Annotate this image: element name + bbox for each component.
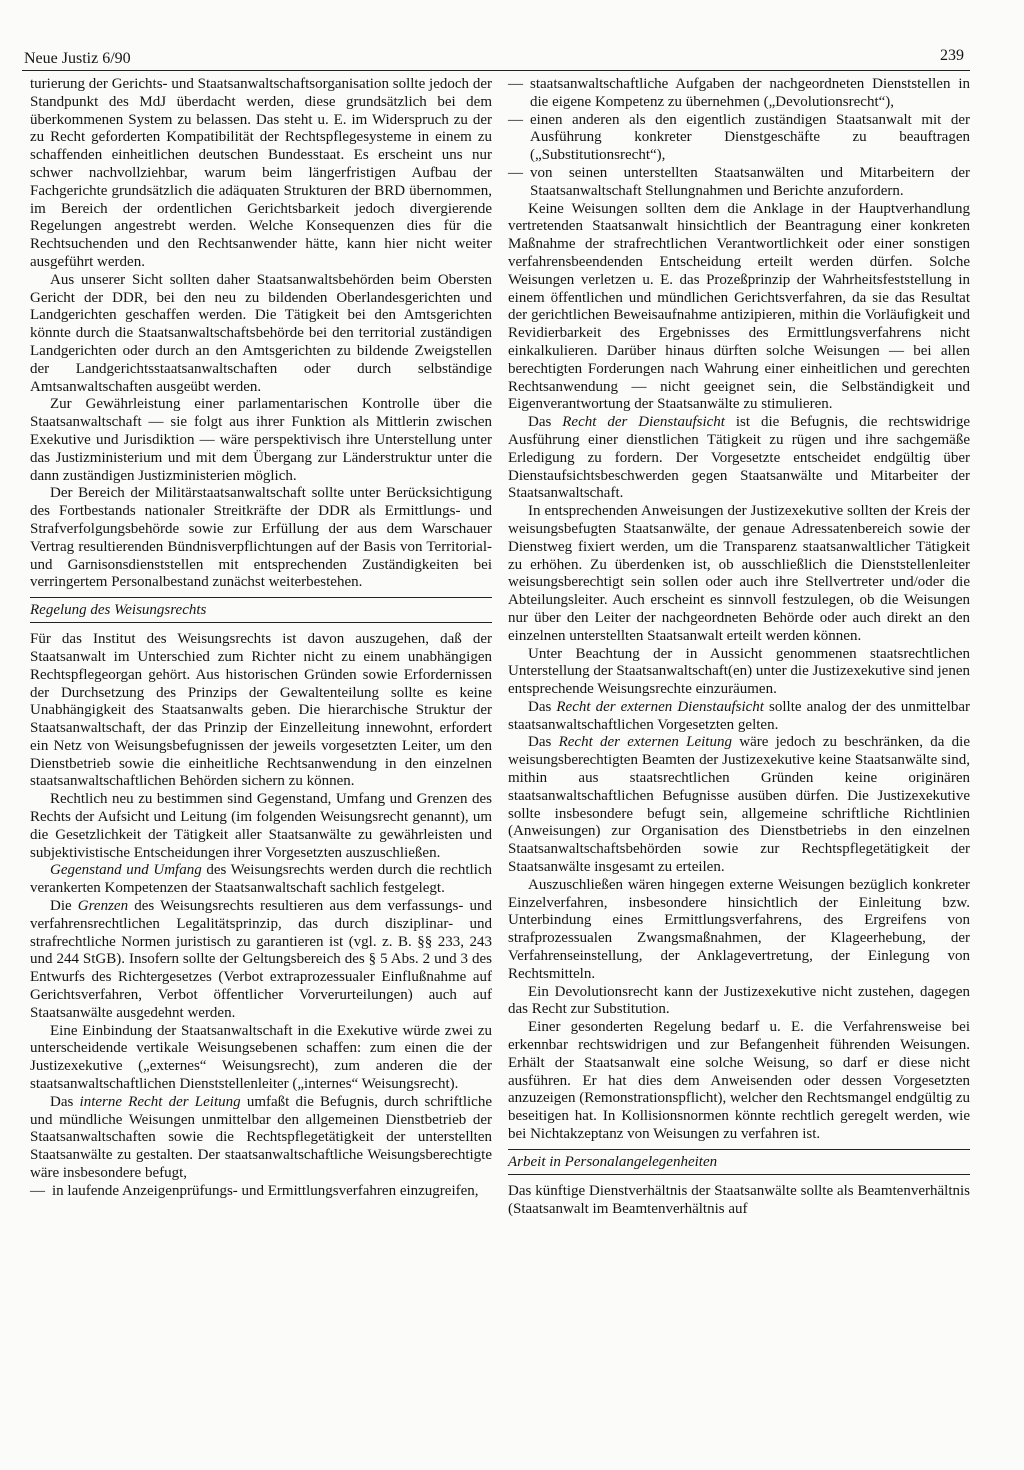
section-heading-weisungsrecht: Regelung des Weisungsrechts: [30, 602, 207, 619]
paragraph: Der Bereich der Militärstaatsanwaltschaft sollte unter Berücksichtigung des Fortbestands nationaler Streitkräfte der DDR als Ermittlungs- und Strafverfolgungsbehörde sowie zur Erfüllung der aus dem Warschauer Vertrag resultierenden Bündnisverpflichtungen auf der Basis von Territorial- und Garnisonsdienststellen mit entsprechenden Zuständigkeiten bei verringertem Personalbestand zunächst weiterbestehen.: [30, 485, 492, 591]
paragraph: [30, 898, 492, 1023]
paragraph-text: wäre jedoch zu beschränken, da die weisungsberechtigten Beamten der Justizexekutive keine Staatsanwälte sind, mithin aus staatsrechtlichen Gründen keine originären staatsanwaltschaftlichen Befugnisse ausüben dürfen. Die Justizexekutive sollte insbesondere befugt sein, allgemeine schriftliche Richtlinien (Anweisungen) zur Organisation des Dienstbetriebs in den einzelnen Staatsanwaltschaftsbehörden sowie zur Rechtspflegetätigkeit der Staatsanwälte insgesamt zu erteilen.: [508, 734, 971, 876]
emphasis: Recht der externen Leitung: [558, 734, 732, 751]
paragraph: Unter Beachtung der in Aussicht genommenen staatsrechtlichen Unterstellung der Staatsanwaltschaft(en) unter die Justizexekutive sind jenen entsprechende Weisungsrechte einzuräumen.: [508, 645, 970, 698]
paragraph-text: Das: [50, 1093, 80, 1110]
paragraph-text: Das: [528, 734, 559, 751]
paragraph: Zur Gewährleistung einer parlamentarischen Kontrolle über die Staatsanwaltschaft — sie folgt aus ihrer Funktion als Mittlerin zwischen Exekutive und Jurisdiktion — wäre perspektivisch ihre Unterstellung unter das Justizministerium und mit dem Übergang zur Länderstruktur unter die dann zuständigen Justizministerien möglich.: [30, 396, 492, 484]
paragraph: [30, 862, 492, 898]
dash-list: [30, 1183, 492, 1201]
paragraph: Ein Devolutionsrecht kann der Justizexekutive nicht zustehen, dagegen das Recht zur Substitution.: [508, 983, 970, 1018]
list-item: — von seinen unterstellten Staatsanwälten und Mitarbeitern der Staatsanwaltschaft Stellungnahmen und Berichte anzufordern.: [508, 165, 970, 201]
paragraph-text: Das: [528, 698, 557, 715]
paragraph: Für das Institut des Weisungsrechts ist davon auszugehen, daß der Staatsanwalt im Unterschied zum Richter nicht zu einem unabhängigen Rechtspflegeorgan gehört. Aus historischen Gründen sowie Erfordernissen der Durchsetzung des Prinzips der Gewaltenteilung sollte es keine Unabhängigkeit des Staatsanwalts geben. Die hierarchische Struktur der Staatsanwaltschaft, der das Prinzip der Einzelleitung innewohnt, erfordert ein Netz von Weisungsbefugnissen der jeweils vorgesetzten Leiter, um den Dienstbetrieb sowie die einheitliche Rechtsanwendung in den einzelnen staatsanwaltschaftlichen Behörden sichern zu können.: [30, 631, 492, 790]
emphasis: Gegenstand und Umfang: [50, 862, 202, 879]
dash-list: [508, 76, 970, 201]
list-item: — einen anderen als den eigentlich zuständigen Staatsanwalt mit der Ausführung konkreter Dienstgeschäfte zu beauftragen („Substitutionsrecht“),: [508, 112, 970, 165]
emphasis: Recht der externen Dienstaufsicht: [556, 698, 764, 715]
paragraph-text: sollte analog der des unmittelbar staatsanwaltschaftlichen Vorgesetzten gelten.: [508, 698, 971, 733]
paragraph: Eine Einbindung der Staatsanwaltschaft in die Exekutive würde zwei zu unterscheidende vertikale Weisungsebenen schaffen: zum einen die der Justizexekutive („externes“ Weisungsrecht), zum anderen die der staatsanwaltschaftlichen Dienststellenleiter („internes“ Weisungsrecht).: [30, 1022, 492, 1093]
paragraph: Rechtlich neu zu bestimmen sind Gegenstand, Umfang und Grenzen des Rechts der Aufsicht und Leitung (im folgenden Weisungsrecht genannt), um die Gesetzlichkeit der Tätigkeit aller Staatsanwälte zu gewährleisten und subjektivistische Entscheidungen ihrer Vorgesetzten auszuschließen.: [30, 791, 492, 861]
page-number: 239: [940, 47, 964, 64]
paragraph: Aus unserer Sicht sollten daher Staatsanwaltsbehörden beim Obersten Gericht der DDR, bei den neu zu bildenden Oberlandesgerichten und Landgerichten geschaffen werden. Die Tätigkeit bei den Amtsgerichten könnte durch die Staatsanwaltschaftsbehörde bei den territorial zuständigen Landgerichten oder durch an den Amtsgerichten zu bildende Zweigstellen der Landgerichtsstaatsanwaltschaften oder durch selbständige Amtsanwaltschaften ausgeübt werden.: [30, 271, 492, 395]
list-item: — staatsanwaltschaftliche Aufgaben der nachgeordneten Dienststellen in die eigene Kompetenz zu übernehmen („Devolutionsrecht“),: [508, 76, 970, 112]
section-rule: [508, 1149, 970, 1150]
paragraph-text: Die: [50, 898, 78, 915]
paragraph-text: umfaßt die Befugnis, durch schriftliche und mündliche Weisungen unmittelbar den allgemeinen Dienstbetrieb der Staatsanwaltschaften sowie die Rechtspflegetätigkeit der unterstellten Staatsanwälte zu gestalten. Der staatsanwaltschaftliche Weisungsberechtigte wäre insbesondere befugt,: [30, 1093, 492, 1182]
paragraph-text: Das: [528, 414, 563, 431]
section-rule: [508, 1174, 970, 1175]
right-column: [508, 76, 970, 1218]
paragraph: turierung der Gerichts- und Staatsanwaltschaftsorganisation sollte jedoch der Standpunkt des MdJ überdacht werden, diese grundsätzlich bei dem überkommenen System zu belassen. Das steht u. E. im Widerspruch zu der zu Recht geforderten Kompatibilität der Rechtspflegesysteme in einem zu schaffenden einheitlichen deutschen Bundesstaat. Es erscheint uns nur schwer nachvollziehbar, warum beim längerfristigen Aufbau der Fachgerichte grundsätzlich die adäquaten Strukturen der BRD übernommen, im Bereich der ordentlichen Gerichtsbarkeit jedoch divergierende Regelungen angestrebt werden. Welche Konsequenzen dies für die Rechtsuchenden und den Rechtsanwender hätte, kann hier nicht weiter ausgeführt werden.: [30, 76, 492, 270]
paragraph: Das künftige Dienstverhältnis der Staatsanwälte sollte als Beamtenverhältnis (Staatsanwalt im Beamtenverhältnis auf: [508, 1182, 970, 1217]
emphasis: interne Recht der Leitung: [79, 1093, 241, 1110]
emphasis: Recht der Dienstaufsicht: [562, 414, 725, 431]
paragraph-text: ist die Befugnis, die rechtswidrige Ausführung einer dienstlichen Tätigkeit zu rügen und ihre sachgemäße Erledigung zu fordern. Der Vorgesetzte entscheidet endgültig über Dienstaufsichtsbeschwerden gegen Staatsanwälte und Mitarbeiter der Staatsanwaltschaft.: [508, 414, 970, 502]
section-rule: [30, 622, 492, 623]
paragraph: [508, 414, 970, 503]
section-heading-personal: Arbeit in Personalangelegenheiten: [508, 1153, 718, 1170]
paragraph: Einer gesonderten Regelung bedarf u. E. die Verfahrensweise bei erkennbar rechtswidrigen und zur Befangenheit führenden Weisungen. Erhält der Staatsanwalt eine solche Weisung, so darf er diese nicht ausführen. Er hat dies dem Anweisenden oder dessen Vorgesetzten anzuzeigen (Remonstrationspflicht), welcher den Rechtsmangel endgültig zu beseitigen hat. In Kollisionsnormen könnte rechtlich geregelt werden, wie bei Nichtakzeptanz von Weisungen zu verfahren ist.: [508, 1019, 970, 1143]
left-column: [30, 76, 492, 1201]
paragraph: [508, 699, 970, 735]
section-rule: [30, 597, 492, 598]
paragraph: In entsprechenden Anweisungen der Justizexekutive sollten der Kreis der weisungsbefugten Staatsanwälte, der genaue Adressatenbereich sowie der Dienstweg fixiert werden, um die Transparenz staatsanwaltlicher Tätigkeit zu erhöhen. Zu überdenken ist, ob ausschließlich die Dienststellenleiter weisungsberechtigt sein sollen oder auch ihre Stellvertreter und/oder die Abteilungsleiter. Auch erscheint es sinnvoll festzulegen, ob die Weisungen nur über den Leiter der nachgeordneten Behörde oder auch direkt an den einzelnen unterstellten Staatsanwalt erteilt werden können.: [508, 503, 970, 644]
paragraph: [508, 734, 970, 876]
paragraph: [30, 1094, 492, 1183]
paragraph: Keine Weisungen sollten dem die Anklage in der Hauptverhandlung vertretenden Staatsanwalt hinsichtlich der Beantragung einer konkreten Maßnahme der strafrechtlichen Verantwortlichkeit oder einer sonstigen verfahrensbeendenden Entscheidung erteilt werden dürfen. Solche Weisungen verletzen u. E. das Prozeßprinzip der Wahrheitsfeststellung in einem öffentlichen und mündlichen Gerichtsverfahren, da sie das Resultat der gerichtlichen Beweisaufnahme antizipieren, mithin die Vorläufigkeit und Revidierbarkeit des Ergebnisses des Ermittlungsverfahrens nicht einkalkulieren. Darüber hinaus dürften solche Weisungen — bei allen berechtigten Forderungen nach Wahrung einer einheitlichen und gerechten Rechtsanwendung — nicht geeignet sein, die Selbständigkeit und Eigenverantwortung der Staatsanwälte zu stimulieren.: [508, 200, 970, 413]
paragraph: Auszuschließen wären hingegen externe Weisungen bezüglich konkreter Einzelverfahren, insbesondere hinsichtlich der Einleitung bzw. Unterbindung eines Ermittlungsverfahrens, des Ergreifens von strafprozessualen Zwangsmaßnahmen, der Klageerhebung, der Verfahrenseinstellung, der Anklagevertretung, der Einlegung von Rechtsmitteln.: [508, 876, 970, 982]
emphasis: Grenzen: [77, 898, 129, 915]
paragraph-text: des Weisungsrechts resultieren aus dem verfassungs- und verfahrensrechtlichen Legalitätsprinzip, das durch disziplinar- und strafrechtliche Normen juristisch zu garantieren ist (vgl. z. B. §§ 233, 243 und 244 StGB). Insofern sollte der Geltungsbereich des § 5 Abs. 2 und 3 des Entwurfs des Richtergesetzes (Verbot extraprozessualer Einflußnahme auf Gerichtsverfahren, Verbot öffentlicher Vorverurteilungen) auch auf Staatsanwälte ausgedehnt werden.: [30, 898, 492, 1021]
paragraph-text: des Weisungsrechts werden durch die rechtlich verankerten Kompetenzen der Staatsanwaltschaft sachlich festgelegt.: [30, 862, 492, 897]
list-item: — in laufende Anzeigenprüfungs- und Ermittlungsverfahren einzugreifen,: [30, 1183, 492, 1201]
header-rule: [22, 70, 970, 71]
journal-title: Neue Justiz 6/90: [24, 50, 131, 67]
